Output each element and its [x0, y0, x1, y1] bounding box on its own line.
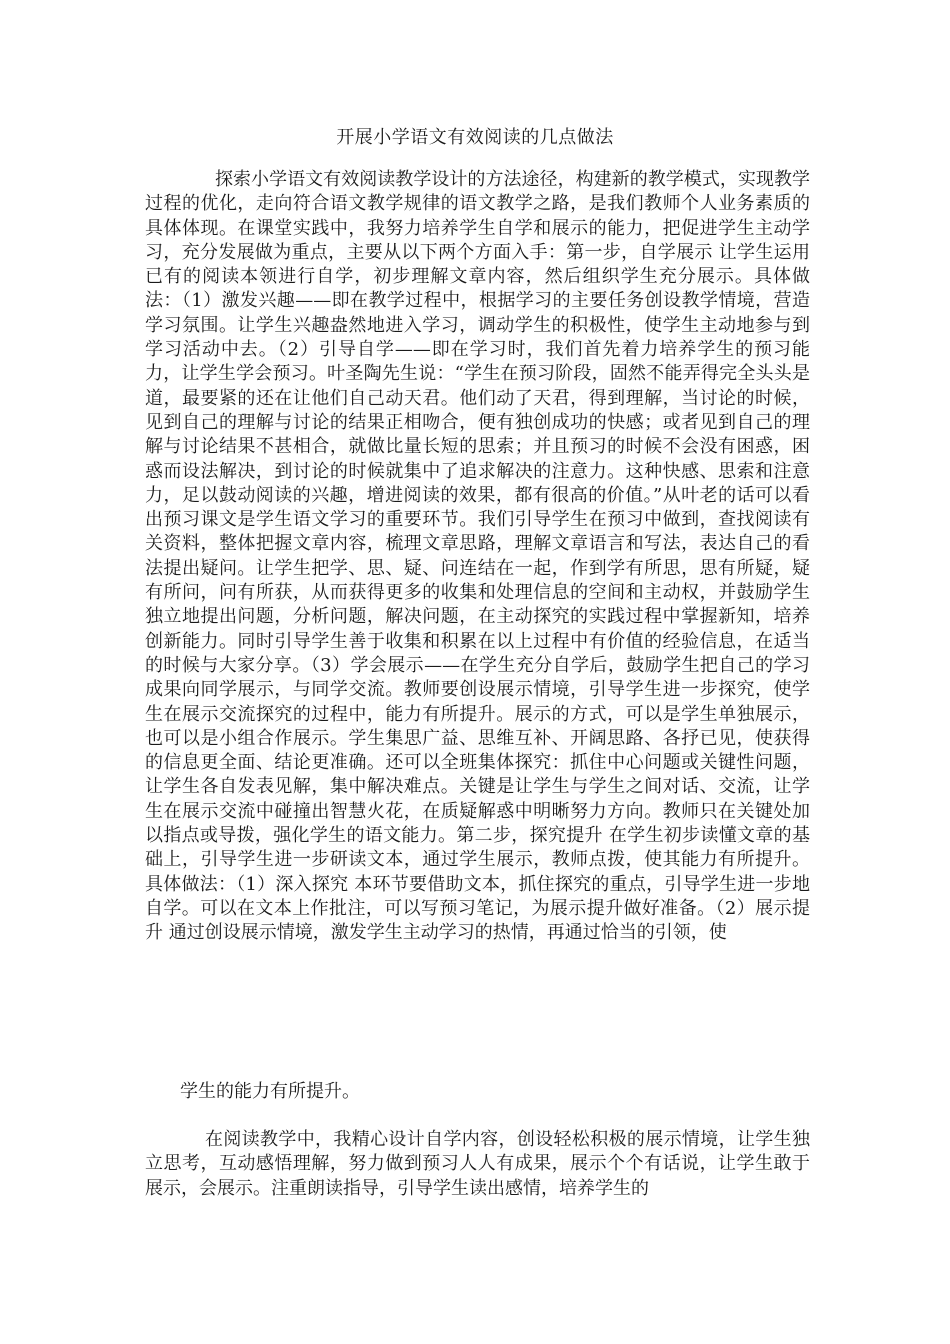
paragraph-3: 在阅读教学中，我精心设计自学内容，创设轻松积极的展示情境，让学生独立思考，互动感悟理解，努力做到预习人人有成果，展示个个有话说，让学生敢于展示，会展示。注重朗读指导，引导学生读出感情，培养学生的 — [145, 1129, 810, 1199]
paragraph-2: 学生的能力有所提升。 — [180, 1081, 360, 1102]
document-title: 开展小学语文有效阅读的几点做法 — [336, 127, 614, 148]
paragraph-1: 探索小学语文有效阅读教学设计的方法途径，构建新的教学模式，实现教学过程的优化，走向符合语文教学规律的语文教学之路，是我们教师个人业务素质的具体体现。在课堂实践中，我努力培养学生自学和展示的能力，把促进学生主动学习，充分发展做为重点，主要从以下两个方面入手：第一步，自学展示 让学生运用已有的阅读本领进行自学，初步理解文章内容，然后组织学生充分展示。具体做法：（1）激发兴趣——即在教学过程中，根据学习的主要任务创设教学情境，营造学习氛围。让学生兴趣盎然地进入学习，调动学生的积极性，使学生主动地参与到学习活动中去。（2）引导自学——即在学习时，我们首先着力培养学生的预习能力，让学生学会预习。叶圣陶先生说：“学生在预习阶段，固然不能弄得完全头头是道，最要紧的还在让他们自己动天君。他们动了天君，得到理解，当讨论的时候，见到自己的理解与讨论的结果正相吻合，便有独创成功的快感；或者见到自己的理解与讨论结果不甚相合，就做比量长短的思索；并且预习的时候不会没有困惑，困惑而设法解决，到讨论的时候就集中了追求解决的注意力。这种快感、思索和注意力，足以鼓动阅读的兴趣，增进阅读的效果，都有很高的价值。”从叶老的话可以看出预习课文是学生语文学习的重要环节。我们引导学生在预习中做到，查找阅读有关资料，整体把握文章内容，梳理文章思路，理解文章语言和写法，表达自己的看法提出疑问。让学生把学、思、疑、问连结在一起，作到学有所思，思有所疑，疑有所问，问有所获，从而获得更多的收集和处理信息的空间和主动权，并鼓励学生独立地提出问题，分析问题，解决问题，在主动探究的实践过程中掌握新知，培养创新能力。同时引导学生善于收集和积累在以上过程中有价值的经验信息，在适当的时候与大家分享。（3）学会展示——在学生充分自学后，鼓励学生把自己的学习成果向同学展示，与同学交流。教师要创设展示情境，引导学生进一步探究，使学生在展示交流探究的过程中，能力有所提升。展示的方式，可以是学生单独展示，也可以是小组合作展示。学生集思广益、思维互补、开阔思路、各抒已见，使获得的信息更全面、结论更准确。还可以全班集体探究：抓住中心问题或关键性问题，让学生各自发表见解，集中解决难点。关键是让学生与学生之间对话、交流，让学生在展示交流中碰撞出智慧火花，在质疑解惑中明晰努力方向。教师只在关键处加以指点或导拨，强化学生的语文能力。第二步，探究提升 在学生初步读懂文章的基础上，引导学生进一步研读文本，通过学生展示，教师点拨，使其能力有所提升。具体做法：（1）深入探究 本环节要借助文本，抓住探究的重点，引导学生进一步地自学。可以在文本上作批注，可以写预习笔记，为展示提升做好准备。（2）展示提升 通过创设展示情境，激发学生主动学习的热情，再通过恰当的引领，使 — [145, 169, 810, 944]
